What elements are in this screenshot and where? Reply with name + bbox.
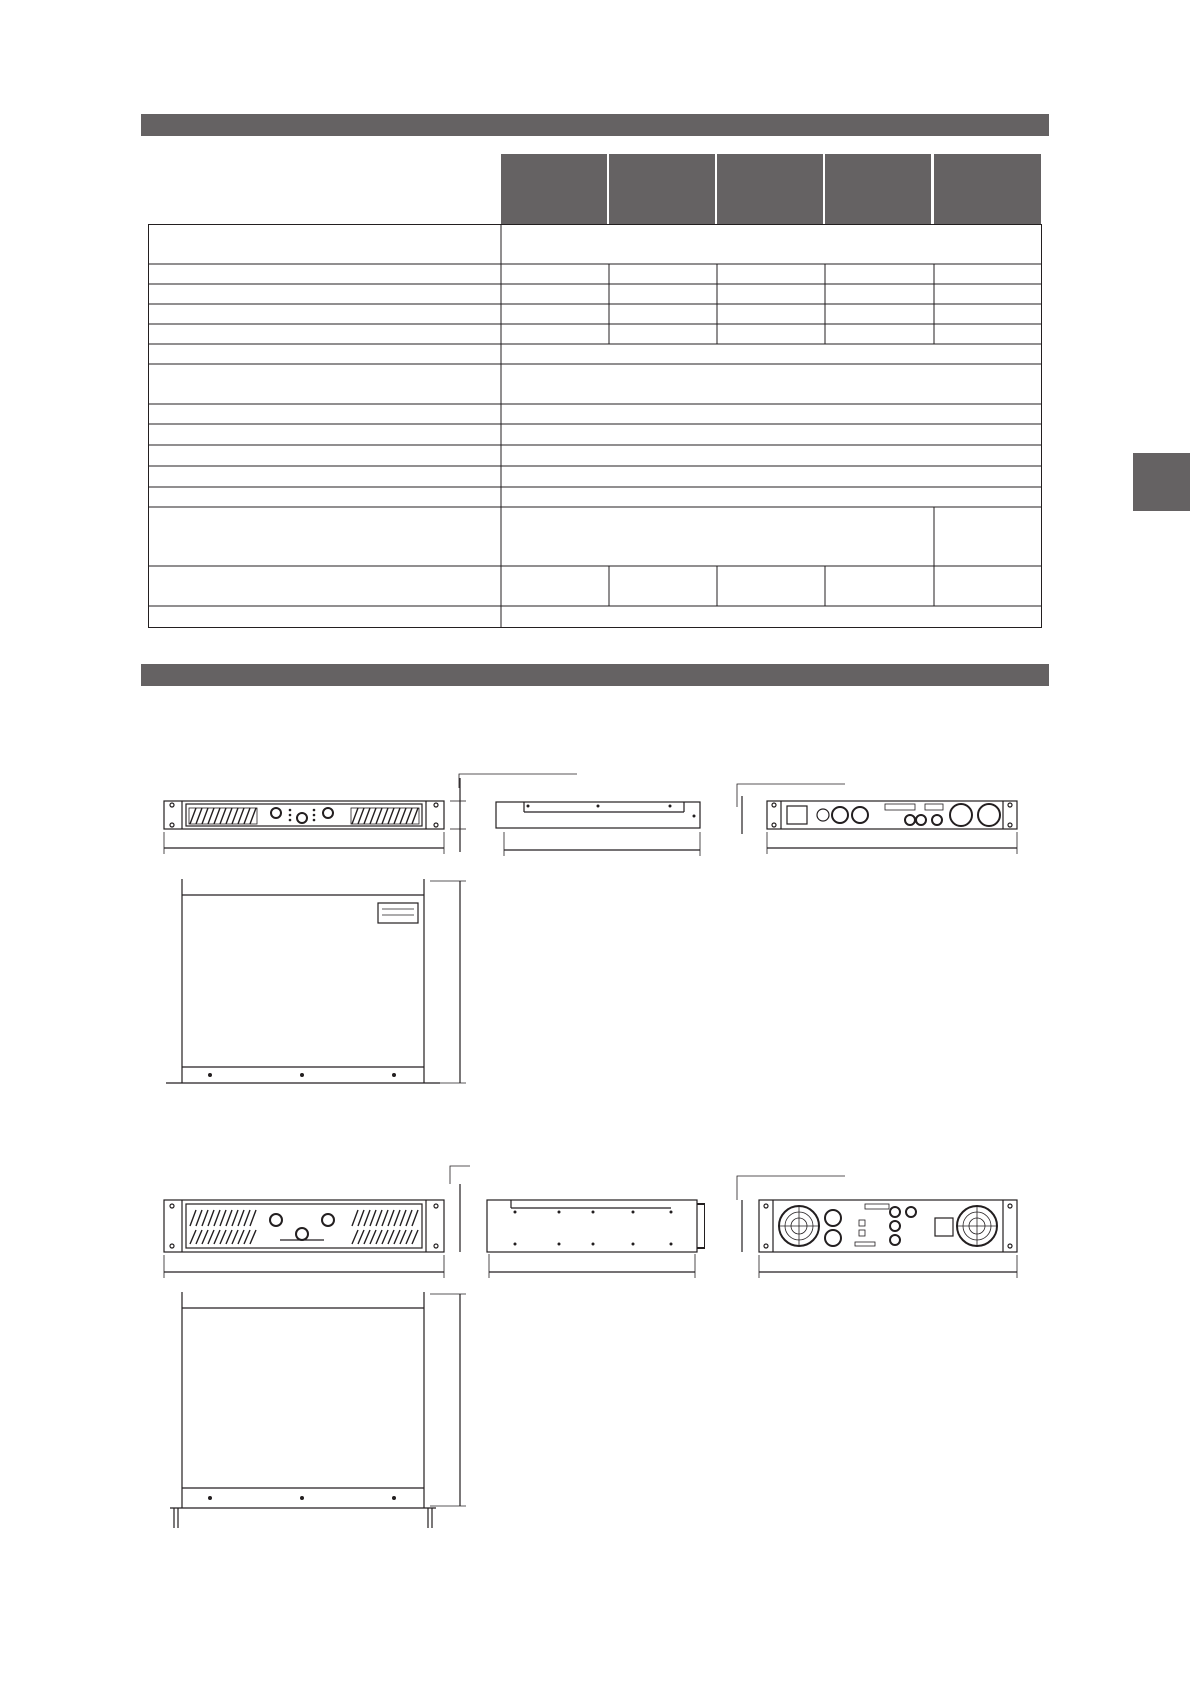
gain-knob-b [323, 808, 333, 818]
fan-grille-b-icon [978, 804, 1000, 826]
drawing-2u-side-view [485, 1190, 705, 1290]
rack-handle-left [174, 1508, 178, 1528]
spec-table-header-row [501, 154, 1041, 224]
spec-table-body [149, 225, 1042, 628]
model-header-cell-4 [825, 154, 931, 224]
ac-inlet-icon [935, 1218, 953, 1236]
speakon-output-a-icon [832, 807, 848, 823]
dimensions-section-bar [141, 664, 1049, 686]
power-switch-icon [296, 1228, 308, 1240]
power-switch-icon [297, 813, 307, 823]
chapter-side-tab [1133, 453, 1190, 511]
drawing-2u-front-view [160, 1160, 470, 1280]
speakon-output-b-icon [825, 1230, 841, 1246]
ac-inlet-icon [787, 806, 807, 824]
fan-grille-a-icon [950, 804, 972, 826]
specifications-section-bar [141, 114, 1049, 136]
speakon-output-b-icon [852, 807, 868, 823]
drawing-1u-rear-view [735, 770, 1025, 860]
vent-grille-left [190, 1210, 256, 1244]
gain-knob-b [322, 1214, 334, 1226]
model-header-cell-5 [934, 154, 1041, 224]
vent-grille-right [351, 808, 419, 824]
drawing-2u-top-view [160, 1288, 470, 1538]
fan-grille-a-icon [779, 1206, 819, 1246]
model-header-cell-1 [501, 154, 607, 224]
label-plate [378, 903, 418, 923]
rack-handle [697, 1204, 705, 1248]
vent-grille-right [352, 1210, 418, 1244]
model-header-cell-2 [609, 154, 715, 224]
drawing-1u-top-view [160, 875, 470, 1095]
spec-table [148, 154, 1042, 628]
drawing-1u-side-view [494, 800, 704, 860]
model-header-cell-3 [717, 154, 823, 224]
drawing-1u-leader [457, 770, 587, 790]
spec-table-rows [148, 264, 1042, 606]
gain-knob-a [271, 808, 281, 818]
fan-grille-b-icon [957, 1206, 997, 1246]
vent-grille-left [189, 808, 257, 824]
spec-table-model-columns [609, 264, 934, 606]
speakon-output-a-icon [825, 1210, 841, 1226]
drawing-1u-front-view [160, 770, 470, 860]
rack-handle-right [428, 1508, 432, 1528]
gain-knob-a [270, 1214, 282, 1226]
drawing-2u-rear-view [735, 1160, 1025, 1280]
